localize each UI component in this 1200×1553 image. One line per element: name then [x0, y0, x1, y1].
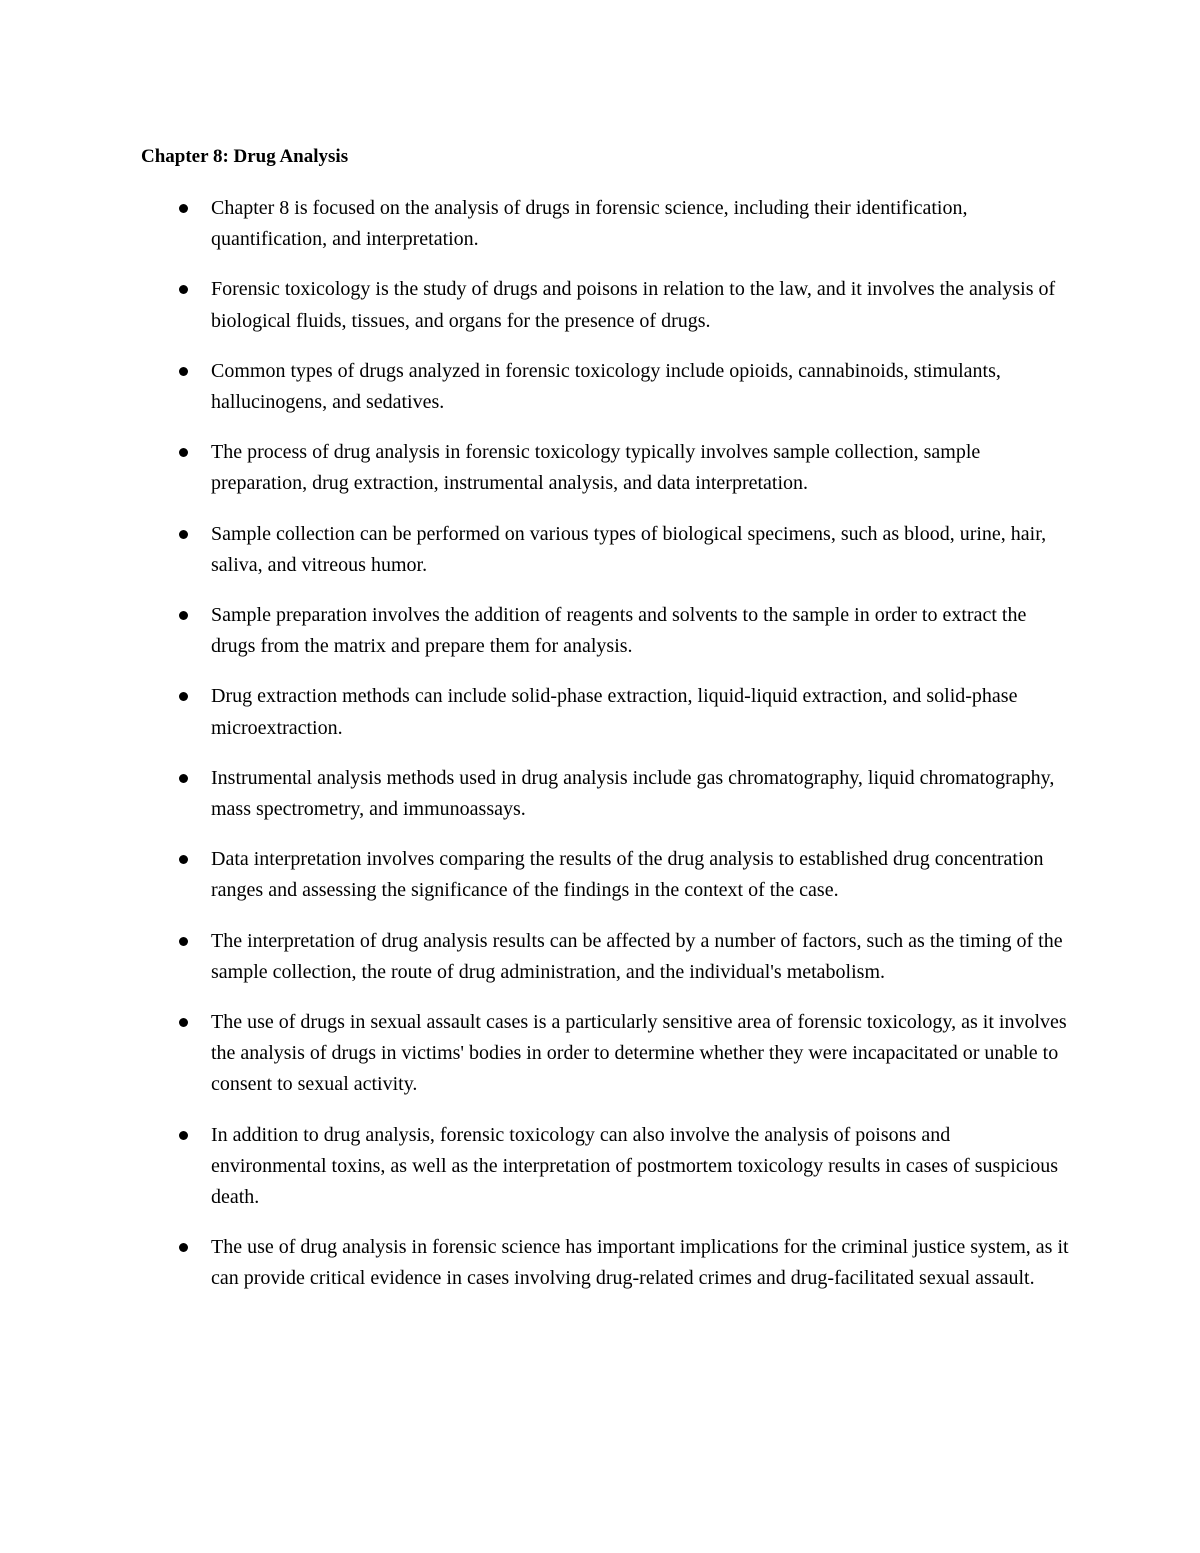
bullet-dot-icon [179, 855, 188, 864]
bullet-item [0, 437, 1200, 499]
bullet-dot-icon [179, 204, 188, 213]
bullet-text: Common types of drugs analyzed in forensic toxicology include opioids, cannabinoids, stimulants, hallucinogens, and sedatives. [211, 359, 1001, 414]
bullet-text: The use of drug analysis in forensic science has important implications for the criminal justice system, as it can provide critical evidence in cases involving drug-related crimes and drug-facilitated sexual assault. [211, 1236, 1069, 1290]
bullet-text: The interpretation of drug analysis results can be affected by a number of factors, such as the timing of the sample collection, the route of drug administration, and the individual's metabolism. [211, 929, 1063, 983]
bullet-item [0, 1120, 1200, 1214]
bullet-item [0, 519, 1200, 581]
bullet-text: The process of drug analysis in forensic toxicology typically involves sample collection, sample preparation, drug extraction, instrumental analysis, and data interpretation. [211, 441, 981, 495]
bullet-dot-icon [179, 774, 188, 783]
bullet-item [0, 356, 1200, 418]
bullet-item [0, 274, 1200, 336]
bullet-dot-icon [179, 692, 188, 701]
bullet-dot-icon [179, 1018, 188, 1027]
bullet-text: Forensic toxicology is the study of drugs and poisons in relation to the law, and it involves the analysis of biological fluids, tissues, and organs for the presence of drugs. [211, 278, 1056, 332]
bullet-dot-icon [179, 611, 188, 620]
bullet-dot-icon [179, 1131, 188, 1140]
bullet-text: Drug extraction methods can include solid-phase extraction, liquid-liquid extraction, and solid-phase microextraction. [211, 685, 1018, 739]
bullet-text: Instrumental analysis methods used in drug analysis include gas chromatography, liquid chromatography, mass spectrometry, and immunoassays. [211, 766, 1055, 821]
bullet-item [0, 1007, 1200, 1101]
bullet-text: Sample collection can be performed on various types of biological specimens, such as blood, urine, hair, saliva, and vitreous humor. [211, 522, 1047, 576]
bullet-item [0, 926, 1200, 988]
bullet-item [0, 681, 1200, 743]
bullet-dot-icon [179, 937, 188, 946]
bullet-item [0, 193, 1200, 255]
chapter-title: Chapter 8: Drug Analysis [141, 146, 349, 167]
bullet-dot-icon [179, 530, 188, 539]
bullet-dot-icon [179, 448, 188, 457]
bullet-text: In addition to drug analysis, forensic toxicology can also involve the analysis of poisons and environmental toxins, as well as the interpretation of postmortem toxicology results in cases of suspicious death. [211, 1123, 1059, 1209]
bullet-text: Chapter 8 is focused on the analysis of drugs in forensic science, including their identification, quantification, and interpretation. [211, 197, 968, 251]
bullet-item [0, 1232, 1200, 1294]
bullet-dot-icon [179, 285, 188, 294]
bullet-item [0, 600, 1200, 662]
bullet-item [0, 844, 1200, 906]
bullet-text: Sample preparation involves the addition of reagents and solvents to the sample in order to extract the drugs from the matrix and prepare them for analysis. [211, 604, 1027, 658]
bullet-dot-icon [179, 1243, 188, 1252]
bullet-list [0, 193, 1200, 1314]
bullet-text: The use of drugs in sexual assault cases is a particularly sensitive area of forensic toxicology, as it involves the analysis of drugs in victims' bodies in order to determine whether they were incapacitated or unable to consent to sexual activity. [211, 1011, 1067, 1096]
bullet-item [0, 763, 1200, 825]
bullet-dot-icon [179, 367, 188, 376]
bullet-text: Data interpretation involves comparing the results of the drug analysis to established drug concentration ranges and assessing the significance of the findings in the context of the case. [211, 848, 1044, 902]
